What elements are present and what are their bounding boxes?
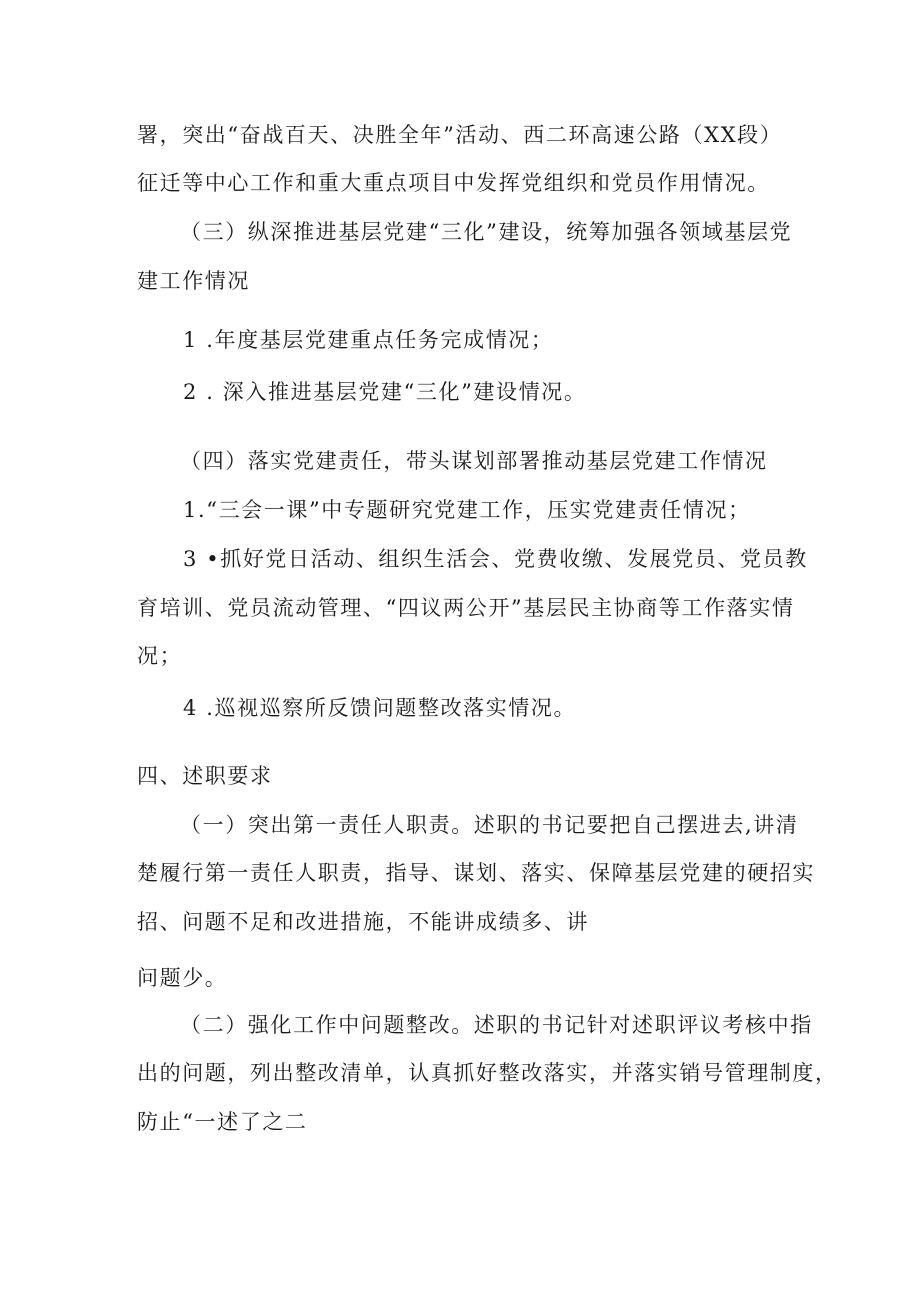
list-item: 4 .巡视巡察所反馈问题整改落实情况。 <box>183 696 577 720</box>
list-item: 1 .年度基层党建重点任务完成情况； <box>183 328 554 352</box>
text-line: 征迁等中心工作和重大重点项目中发挥党组织和党员作用情况。 <box>137 171 770 195</box>
text-line: 招、问题不足和改进措施，不能讲成绩多、讲 <box>137 910 589 934</box>
section-heading: （二）强化工作中问题整改。述职的书记针对述职评议考核中指 <box>180 1013 813 1037</box>
text-line: 问题少。 <box>137 966 228 990</box>
text-line: 防止“一述了之二 <box>137 1110 308 1134</box>
text-line: 建工作情况 <box>137 269 250 293</box>
text-line: 楚履行第一责任人职责，指导、谋划、落实、保障基层党建的硬招实 <box>137 861 815 885</box>
section-heading: 四、述职要求 <box>137 764 273 788</box>
list-item: 1.“三会一课”中专题研究党建工作，压实党建责任情况； <box>183 498 751 522</box>
list-item: 3 •抓好党日活动、组织生活会、党费收缴、发展党员、党员教 <box>183 547 808 571</box>
text-line: 况； <box>137 644 183 668</box>
list-item: 2 . 深入推进基层党建“三化”建设情况。 <box>183 380 587 404</box>
text-line: 署，突出“奋战百天、决胜全年”活动、西二环高速公路（XX段） <box>137 123 783 147</box>
section-heading: （三）纵深推进基层党建“三化”建设，统筹加强各领域基层党 <box>180 220 793 244</box>
text-line: 出的问题，列出整改清单，认真抓好整改落实，并落实销号管理制度， <box>137 1061 838 1085</box>
text-line: 育培训、党员流动管理、“四议两公开”基层民主协商等工作落实情 <box>137 596 795 620</box>
section-heading: （一）突出第一责任人职责。述职的书记要把自己摆进去,讲清 <box>180 813 799 837</box>
section-heading: （四）落实党建责任，带头谋划部署推动基层党建工作情况 <box>180 449 768 473</box>
